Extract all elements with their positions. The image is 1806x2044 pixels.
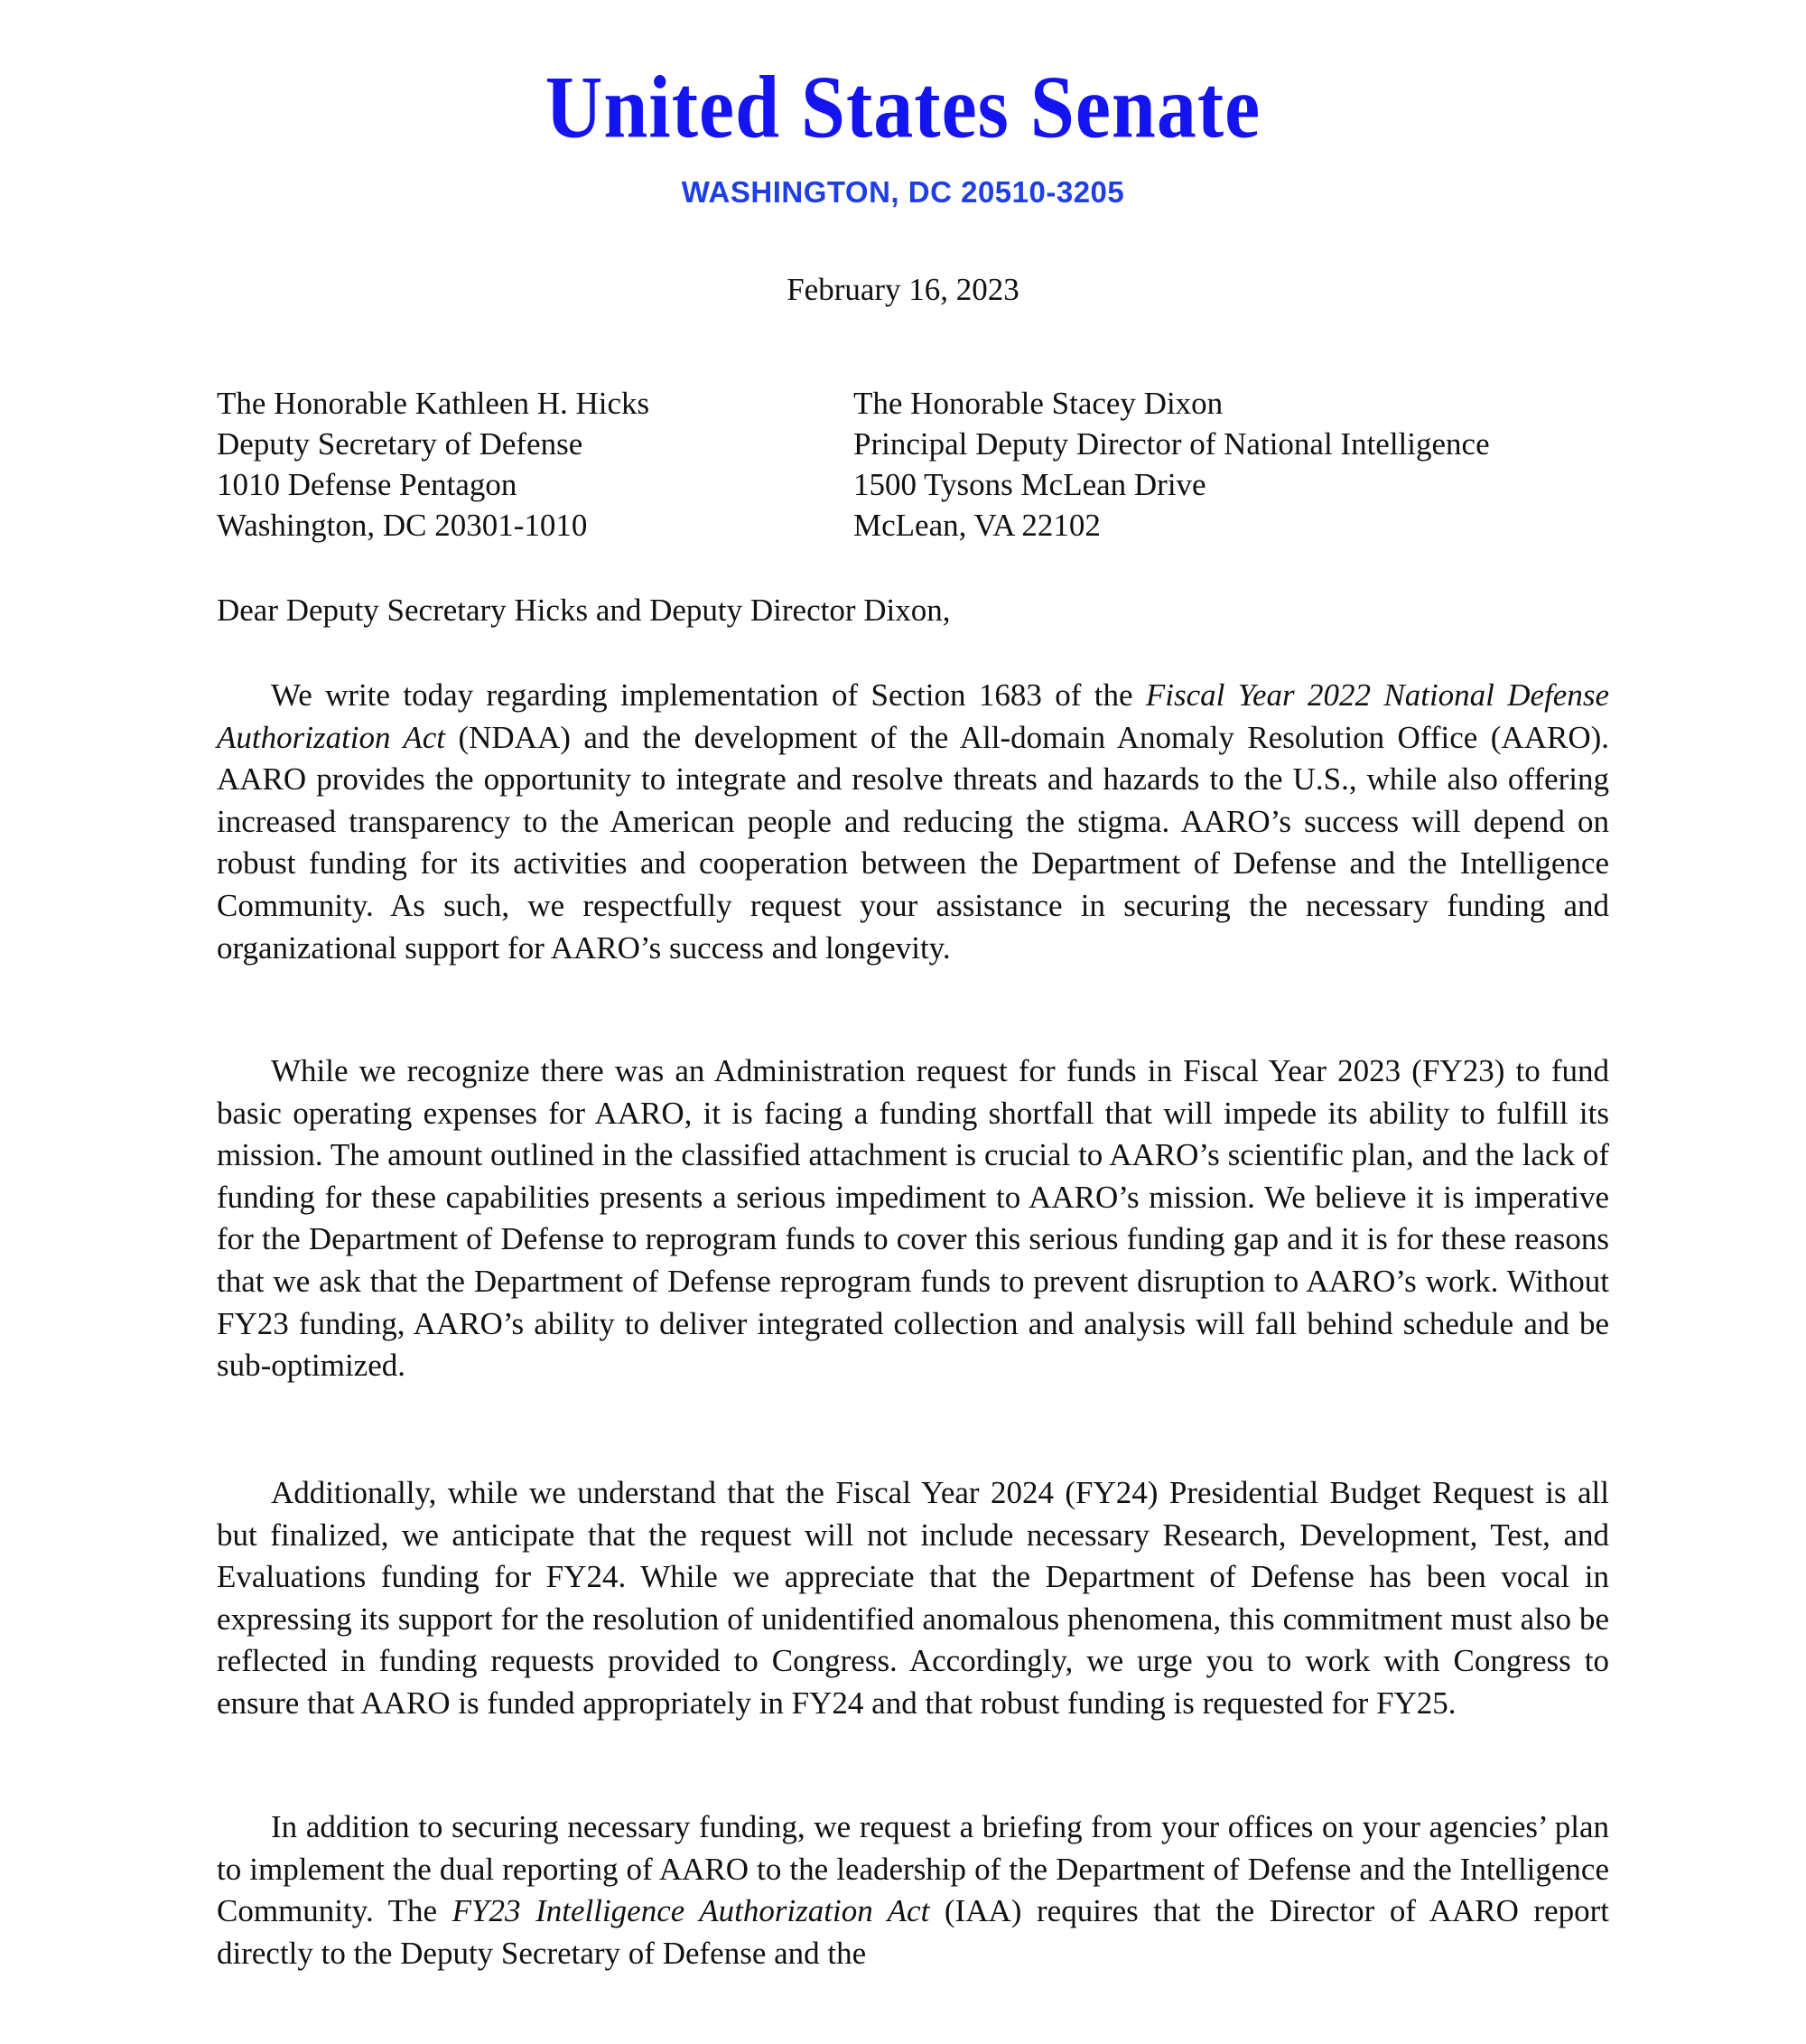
paragraph-text: We write today regarding implementation of Section 1683 of the [271, 677, 1146, 713]
letterhead-title: United States Senate [545, 59, 1261, 157]
recipient-title: Deputy Secretary of Defense [217, 426, 583, 462]
letterhead-address: WASHINGTON, DC 20510-3205 [681, 175, 1125, 209]
paragraph-text: (NDAA) and the development of the All-domain Anomaly Resolution Office (AARO). AARO provides the opportunity to integrate and resolve threats and hazards to the U.S., while also offering increased transparency to the American people and reducing the stigma. AARO’s success will depend on robust funding for its activities and cooperation between the Department of Defense and the Intelligence Community. As such, we respectfully request your assistance in securing the necessary funding and organizational support for AARO’s success and longevity. [217, 719, 1609, 966]
recipient-title: Principal Deputy Director of National Intelligence [853, 426, 1490, 462]
salutation: Dear Deputy Secretary Hicks and Deputy Director Dixon, [217, 593, 951, 628]
recipient-name: The Honorable Stacey Dixon [853, 386, 1224, 421]
act-title: Fiscal Year 2022 National Defense Authorization Act [217, 677, 1609, 755]
paragraph-text: In addition to securing necessary funding, we request a briefing from your offices on your agencies’ plan to implement the dual reporting of AARO to the leadership of the Department of Defense and the Intelligence Community. The [217, 1809, 1609, 1929]
body-paragraph-1 [217, 675, 1609, 969]
recipient-street: 1010 Defense Pentagon [217, 467, 517, 502]
letter-date: February 16, 2023 [787, 272, 1019, 307]
body-paragraph-4 [217, 1806, 1609, 1974]
paragraph-text: Additionally, while we understand that the Fiscal Year 2024 (FY24) Presidential Budget Request is all but finalized, we anticipate that the request will not include necessary Research, Development, Test, and Evaluations funding for FY24. While we appreciate that the Department of Defense has been vocal in expressing its support for the resolution of unidentified anomalous phenomena, this commitment must also be reflected in funding requests provided to Congress. Accordingly, we urge you to work with Congress to ensure that AARO is funded appropriately in FY24 and that robust funding is requested for FY25. [217, 1475, 1609, 1721]
body-paragraph-3 [217, 1472, 1609, 1725]
body-paragraph-2 [217, 1050, 1609, 1387]
recipient-city: Washington, DC 20301-1010 [217, 508, 588, 543]
recipient-address-dixon [853, 383, 1490, 546]
paragraph-text: (IAA) requires that the Director of AARO report directly to the Deputy Secretary of Defense and the [217, 1893, 1609, 1971]
recipient-address-hicks [217, 383, 649, 546]
paragraph-text: While we recognize there was an Administration request for funds in Fiscal Year 2023 (FY23) to fund basic operating expenses for AARO, it is facing a funding shortfall that will impede its ability to fulfill its mission. The amount outlined in the classified attachment is crucial to AARO’s scientific plan, and the lack of funding for these capabilities presents a serious impediment to AARO’s mission. We believe it is imperative for the Department of Defense to reprogram funds to cover this serious funding gap and it is for these reasons that we ask that the Department of Defense reprogram funds to prevent disruption to AARO’s work. Without FY23 funding, AARO’s ability to deliver integrated collection and analysis will fall behind schedule and be sub-optimized. [217, 1053, 1609, 1384]
recipient-street: 1500 Tysons McLean Drive [853, 467, 1206, 502]
recipient-city: McLean, VA 22102 [853, 508, 1101, 543]
act-title: FY23 Intelligence Authorization Act [452, 1893, 930, 1929]
recipient-name: The Honorable Kathleen H. Hicks [217, 386, 650, 421]
